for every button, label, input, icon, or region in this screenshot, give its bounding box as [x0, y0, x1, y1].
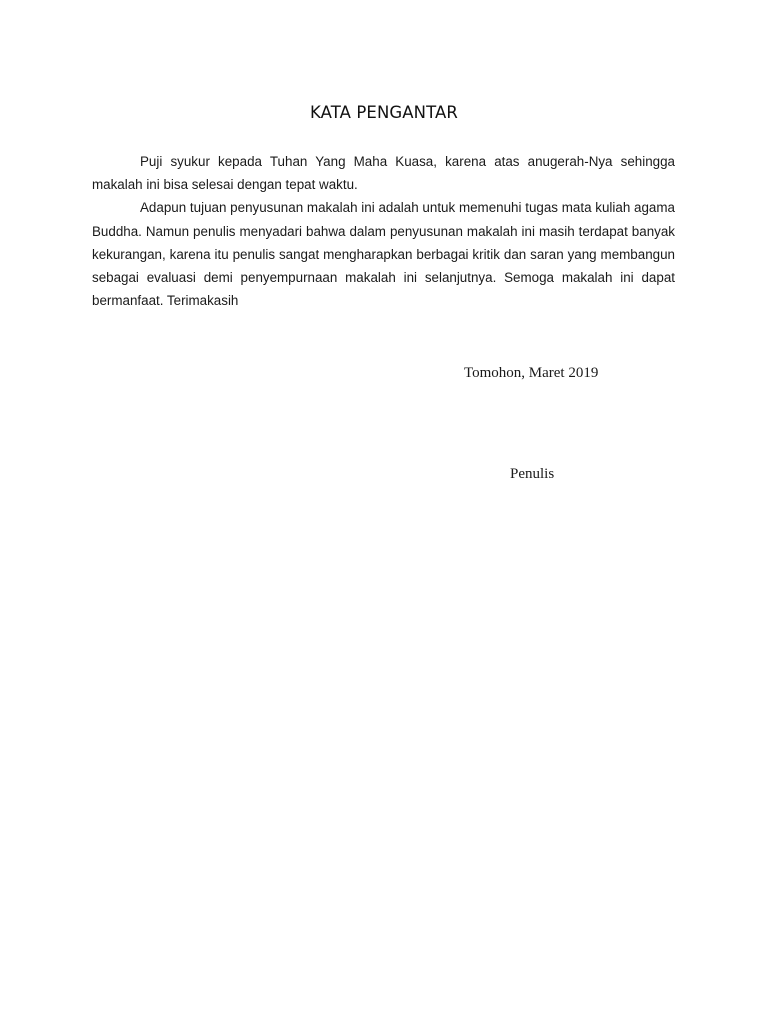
place-date: Tomohon, Maret 2019 — [464, 365, 599, 381]
document-body — [92, 150, 675, 312]
page-title: KATA PENGANTAR — [310, 103, 458, 122]
paragraph-purpose: Adapun tujuan penyusunan makalah ini adalah untuk memenuhi tugas mata kuliah agama Buddha. Namun penulis menyadari bahwa dalam penyusunan makalah ini masih terdapat banyak kekurangan, karena itu penulis sangat mengharapkan berbagai kritik dan saran yang membangun sebagai evaluasi demi penyempurnaan makalah ini selanjutnya. Semoga makalah ini dapat bermanfaat. Terimakasih — [92, 200, 675, 309]
author-signature: Penulis — [510, 466, 555, 482]
paragraph-gratitude: Puji syukur kepada Tuhan Yang Maha Kuasa, karena atas anugerah-Nya sehingga makalah ini bisa selesai dengan tepat waktu. — [92, 154, 675, 193]
